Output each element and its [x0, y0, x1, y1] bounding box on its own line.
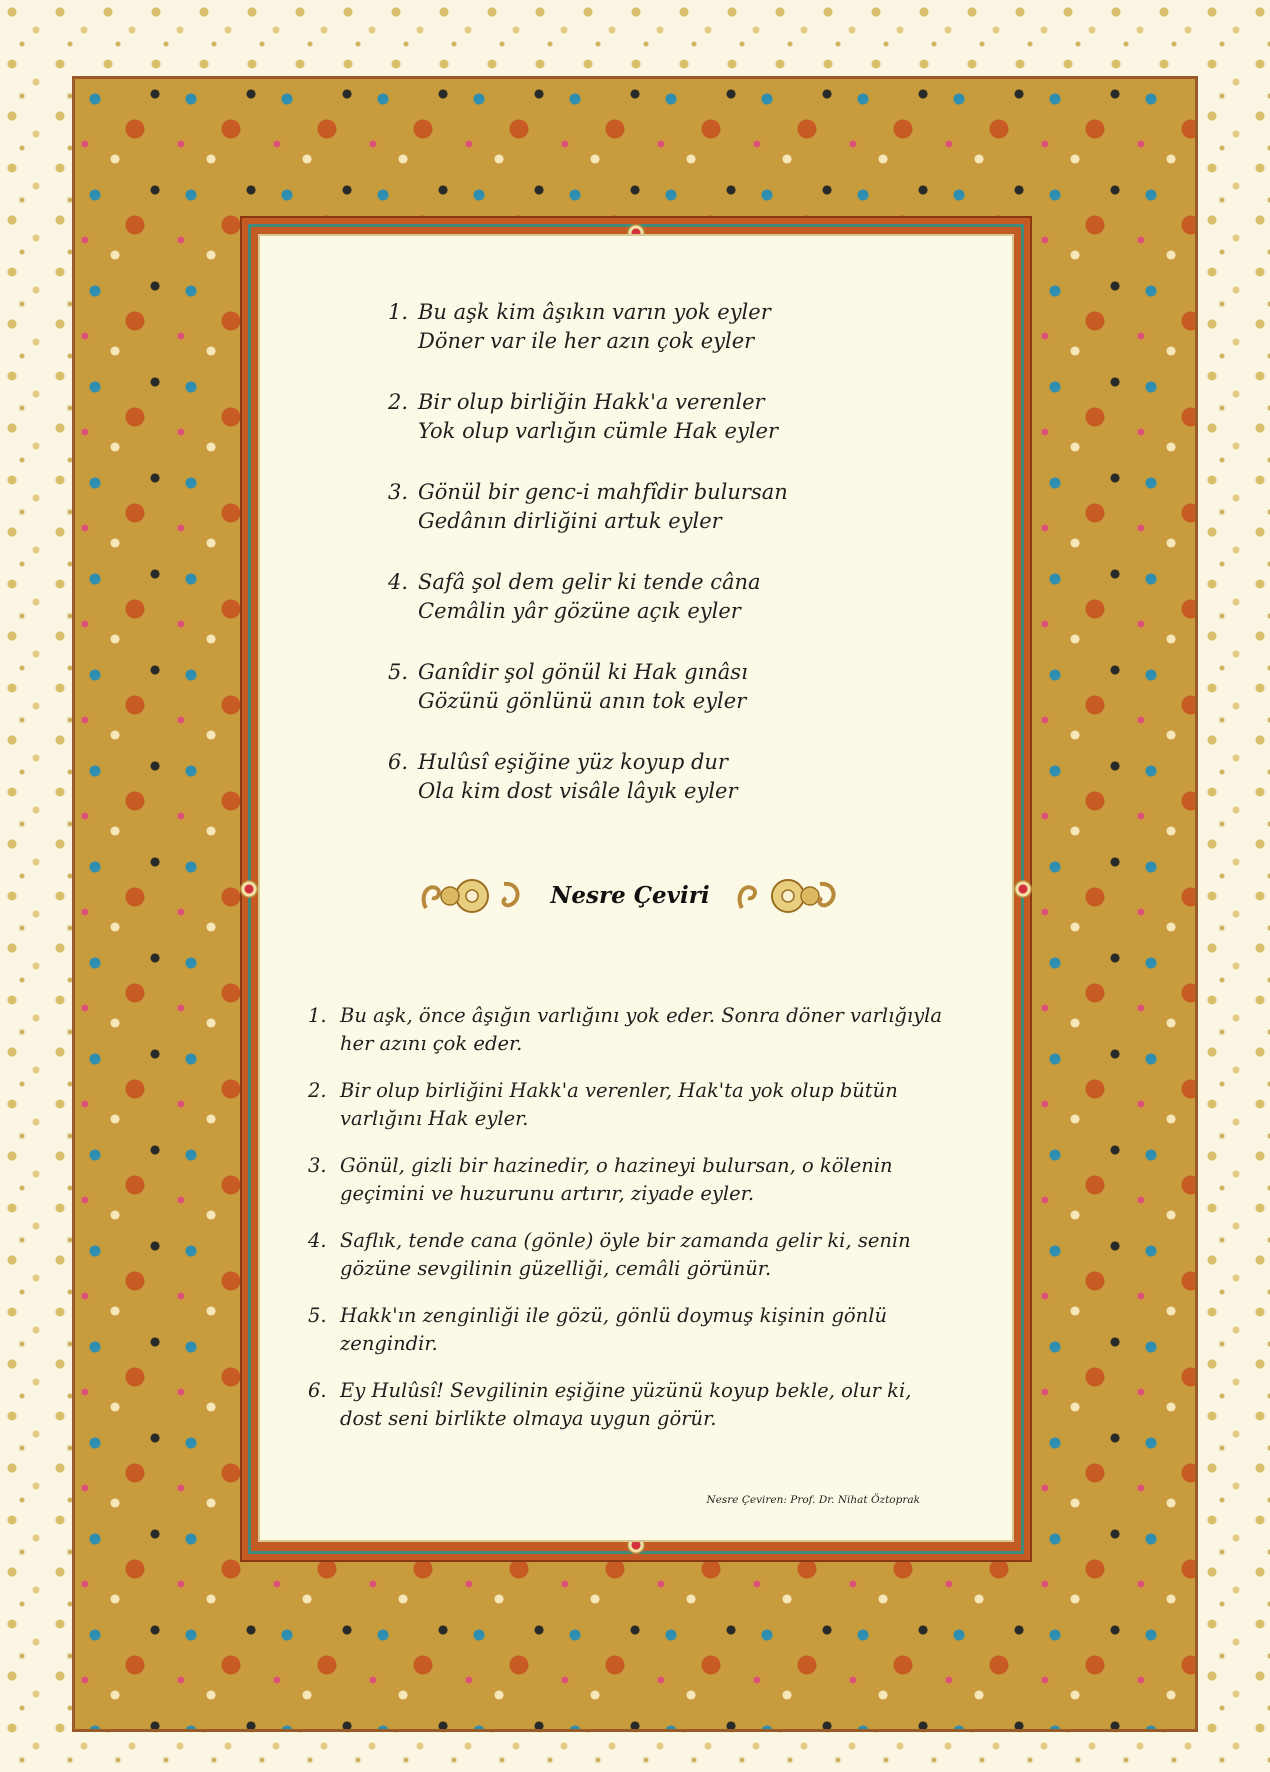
- stanza: [388, 388, 788, 446]
- stanza-line-1: Gönül bir genc-i mahfîdir bulursan: [418, 480, 788, 504]
- prose-number: 1.: [308, 1004, 327, 1027]
- right-frame-medallion-icon: [1014, 880, 1032, 898]
- prose-item: [308, 1302, 948, 1358]
- prose-text: Ey Hulûsî! Sevgilinin eşiğine yüzünü koyup bekle, olur ki, dost seni birlikte olmaya uygun görür.: [340, 1379, 912, 1430]
- stanza: [388, 298, 788, 356]
- stanza: [388, 658, 788, 716]
- stanza: [388, 748, 788, 806]
- stanza: [388, 478, 788, 536]
- prose-text: Bir olup birliğini Hakk'a verenler, Hak'ta yok olup bütün varlığını Hak eyler.: [340, 1079, 898, 1130]
- prose-number: 2.: [308, 1079, 327, 1102]
- stanza-number: 6.: [388, 750, 409, 774]
- stanza-number: 1.: [388, 300, 409, 324]
- prose-number: 3.: [308, 1154, 327, 1177]
- prose-item: [308, 1077, 948, 1133]
- stanza-number: 4.: [388, 570, 409, 594]
- stanza: [388, 568, 788, 626]
- stanza-line-2: Gedânın dirliğini artuk eyler: [418, 509, 722, 533]
- stanza-line-2: Ola kim dost visâle lâyık eyler: [418, 779, 738, 803]
- prose-item: [308, 1377, 948, 1433]
- prose-text: Saflık, tende cana (gönle) öyle bir zamanda gelir ki, senin gözüne sevgilinin güzelliği, cemâli görünür.: [340, 1229, 911, 1280]
- prose-text: Hakk'ın zenginliği ile gözü, gönlü doymuş kişinin gönlü zengindir.: [340, 1304, 888, 1355]
- stanza-line-2: Yok olup varlığın cümle Hak eyler: [418, 419, 779, 443]
- left-frame-medallion-icon: [240, 880, 258, 898]
- prose-item: [308, 1227, 948, 1283]
- stanza-line-1: Safâ şol dem gelir ki tende câna: [418, 570, 761, 594]
- stanza-line-1: Hulûsî eşiğine yüz koyup dur: [418, 750, 728, 774]
- stanza-line-1: Bir olup birliğin Hakk'a verenler: [418, 390, 765, 414]
- prose-text: Gönül, gizli bir hazinedir, o hazineyi bulursan, o kölenin geçimini ve huzurunu artırır, ziyade eyler.: [340, 1154, 893, 1205]
- scroll-ornament-icon: [736, 878, 840, 914]
- stanza-line-1: Ganîdir şol gönül ki Hak gınâsı: [418, 660, 748, 684]
- prose-number: 5.: [308, 1304, 327, 1327]
- prose-item: [308, 1152, 948, 1208]
- stanza-line-2: Cemâlin yâr gözüne açık eyler: [418, 599, 741, 623]
- section-heading-row: [420, 870, 840, 920]
- prose-item: [308, 1002, 948, 1058]
- stanza-line-2: Gözünü gönlünü anın tok eyler: [418, 689, 747, 713]
- stanza-line-2: Döner var ile her azın çok eyler: [418, 329, 755, 353]
- stanza-number: 2.: [388, 390, 409, 414]
- stanza-number: 3.: [388, 480, 409, 504]
- prose-number: 4.: [308, 1229, 327, 1252]
- prose-translation: [308, 1002, 948, 1452]
- stanza-number: 5.: [388, 660, 409, 684]
- prose-number: 6.: [308, 1379, 327, 1402]
- prose-text: Bu aşk, önce âşığın varlığını yok eder. Sonra döner varlığıyla her azını çok eder.: [340, 1004, 942, 1055]
- translator-credit: Nesre Çeviren: Prof. Dr. Nihat Öztoprak: [706, 1494, 920, 1506]
- section-heading: Nesre Çeviri: [550, 882, 710, 909]
- stanza-line-1: Bu aşk kim âşıkın varın yok eyler: [418, 300, 771, 324]
- poem-stanzas: [388, 298, 788, 838]
